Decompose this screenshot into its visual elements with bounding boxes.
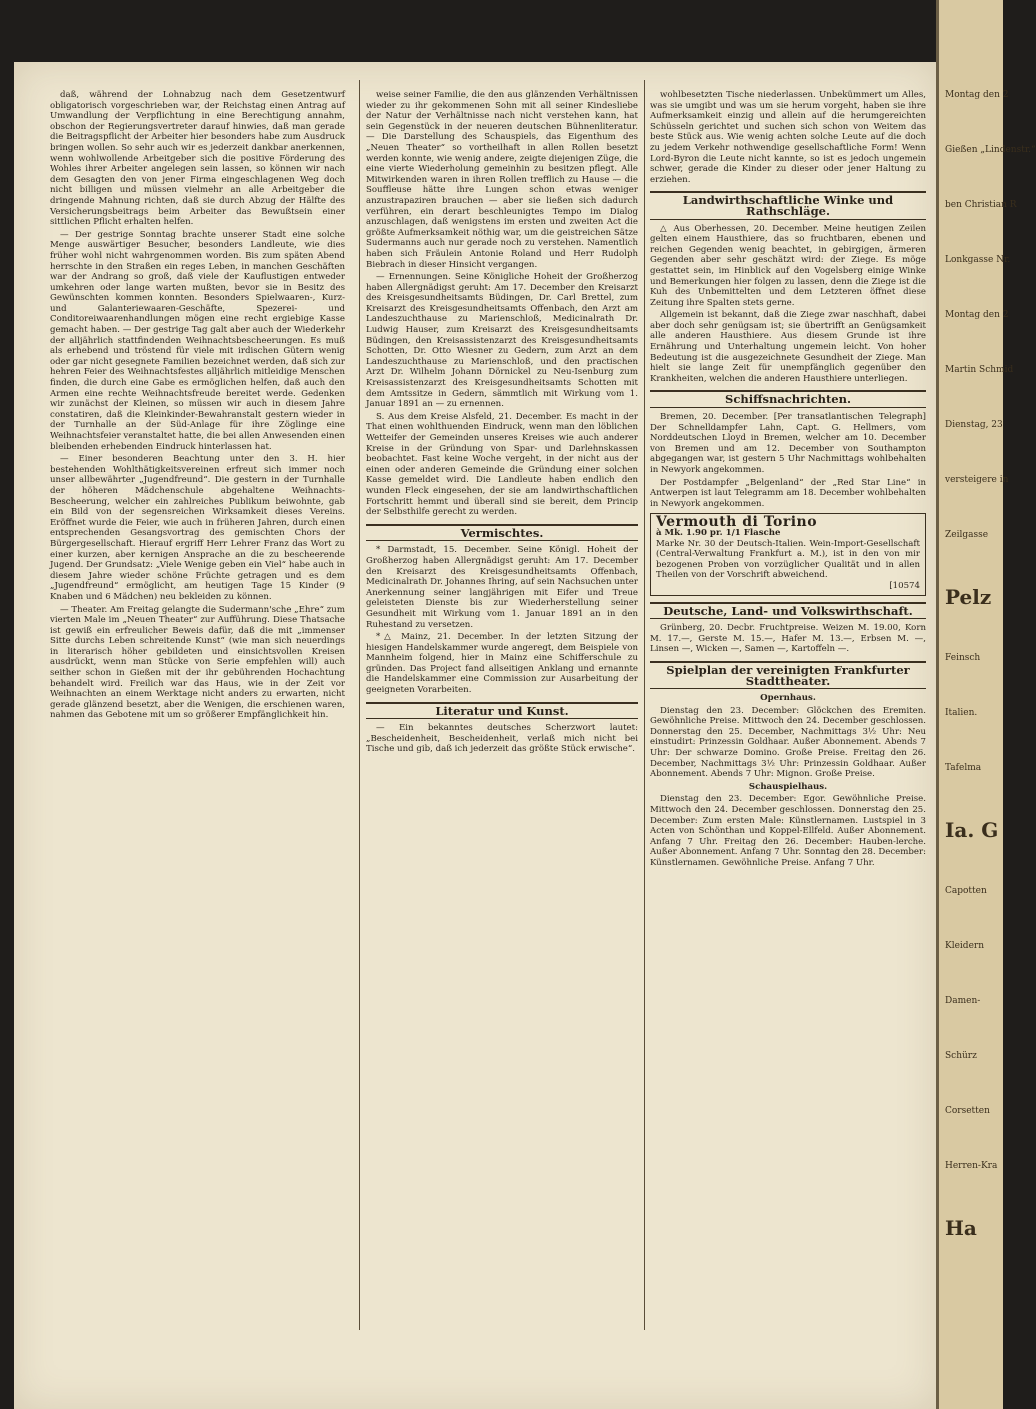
article-paragraph: Dienstag den 23. December: Egor. Gewöhnliche Preise. Mittwoch den 24. December geschlossen. Donnerstag den 25. December: Zum ersten Male: Künstlernamen. Lustspiel in 3 Acten von Schönthan und Koppel-Ellfeld. Außer Abonnement. Anfang 7 Uhr. Freitag den 26. December: Hauben-lerche. Außer Abonnement. Anfang 7 Uhr. Sonntag den 28. December: Künstlernamen. Gewöhnliche Preise. Anfang 7 Uhr. <box>650 794 926 868</box>
article-paragraph: — Der gestrige Sonntag brachte unserer Stadt eine solche Menge auswärtiger Besucher, besonders Landleute, wie dies früher wohl nicht wahrgenommen worden. Bis zum späten Abend herrschte in den Straßen ein reges Leben, in manchen Geschäften war der Andrang so groß, daß viele der Kauflustigen entweder umkehren oder lange warten mußten, bevor sie in Besitz des Gewünschten kommen konnten. Besonders Spielwaaren-, Kurz- und Galanteriewaaren-Geschäfte, Spezerei- und Conditoreiwaarenhandlungen mögen eine recht ergiebige Kasse gemacht haben. — Der gestrige Tag galt aber auch der Wiederkehr der alljährlich stattfindenden Weihnachtsbescheerungen. Es muß als erhebend und tröstend für viele mit irdischen Gütern wenig oder gar nicht gesegnete Familien bezeichnet werden, daß sich zur hehren Feier des Weihnachtsfestes alljährlich mitleidige Menschen finden, die durch eine Gabe es ermöglichen helfen, daß auch den Armen eine rechte Weihnachtsfreude bereitet werde. Gedenken wir zunächst der Kleinen, so müssen wir auch in diesem Jahre constatiren, daß die Kleinkinder-Bewahranstalt gestern wieder in der Turnhalle an der Süd-Anlage für ihre Zöglinge eine Weihnachtsfeier veranstaltet hatte, die bei allen Anwesenden einen bleibenden erhebenden Eindruck hinterlassen hat. <box>50 229 345 452</box>
article-paragraph: — Einer besonderen Beachtung unter den 3. H. hier bestehenden Wohlthätigkeitsvereinen erfreut sich immer noch unser allbewährter „Jugendfreund“. Die gestern in der Turnhalle der höheren Mädchenschule abgehaltene Weihnachts-Bescheerung, welcher ein zahlreiches Publikum beiwohnte, gab ein Bild von der segensreichen Wirksamkeit dieses Vereins. Eröffnet wurde die Feier, wie auch in früheren Jahren, durch einen entsprechenden Gesangsvortrag des gemischten Chors der Bürgergesellschaft. Hierauf ergriff Herr Lehrer Franz das Wort zu einer kurzen, aber kernigen Ansprache an die zu bescheerende Jugend. Der Grundsatz: „Viele Wenige geben ein Viel“ habe auch in diesem Jahre wieder schöne Früchte getragen und es dem „Jugendfreund“ ermöglicht, am heutigen Tage 15 Kinder (9 Knaben und 6 Mädchen) neu bekleiden zu können. <box>50 454 345 602</box>
edge-text-line: Ha <box>945 1216 977 1240</box>
edge-text-line: Herren-Kra <box>945 1161 998 1171</box>
edge-text-line: Martin Schmid <box>945 365 1014 375</box>
section-heading: Schiffsnachrichten. <box>650 390 926 408</box>
article-paragraph: wohlbesetzten Tische niederlassen. Unbekümmert um Alles, was sie umgibt und was um sie herum vorgeht, haben sie ihre Aufmerksamkeit einzig und allein auf die herumgereichten Schüsseln gerichtet und suchen sich schon von Weitem das beste Stück aus. Wie wenig achten solche Leute auf die doch zu jedem Verkehr nothwendige gesellschaftliche Form! Wenn Lord-Byron die Leute nicht kannte, so ist es jedoch ungemein schwer, gerade die Kinder zu dieser oder jener Haltung zu erziehen. <box>650 90 926 185</box>
ad-title: Vermouth di Torino <box>656 514 818 531</box>
middle-column <box>366 90 638 1400</box>
article-paragraph: — Ein bekanntes deutsches Scherzwort lautet: „Bescheidenheit, Bescheidenheit, verlaß mich nicht bei Tische und gib, daß ich jederzeit das größte Stück erwische“. <box>366 723 638 755</box>
article-paragraph: Grünberg, 20. Decbr. Fruchtpreise. Weizen M. 19.00, Korn M. 17.—, Gerste M. 15.—, Hafer M. 13.—, Erbsen M. —, Linsen —, Wicken —, Samen —, Kartoffeln —. <box>650 623 926 655</box>
article-paragraph: — Ernennungen. Seine Königliche Hoheit der Großherzog haben Allergnädigst geruht: Am 17. December den Kreisarzt des Kreisgesundheitsamts Büdingen, Dr. Carl Brettel, zum Kreisarzt des Kreisgesundheitsamts Offenbach, den Arzt am Landeszuchthause zu Marienschloß, Medicinalrath Dr. Ludwig Hauser, zum Kreisarzt des Kreisgesundheitsamts Büdingen, den Kreisassistenzarzt des Kreisgesundheitsamts Schotten, Dr. Otto Wiesner zu Gedern, zum Arzt an dem Landeszuchthause zu Marienschloß, und den practischen Arzt Dr. Wilhelm Johann Dörnickel zu Neu-Isenburg zum Kreisassistenzarzt des Kreisgesundheitsamts Schotten mit dem Amtssitze in Gedern, sämmtlich mit Wirkung vom 1. Januar 1891 an — zu ernennen. <box>366 272 638 410</box>
ad-text: Marke Nr. 30 der Deutsch-Italien. Wein-Import-Gesellschaft (Central-Verwaltung Frankfurt a. M.), ist in den von mir bezogenen Proben von vorzüglicher Qualität und in allen Theilen von der Vorschrift abweichend. <box>656 538 920 581</box>
edge-text-line: Schürz <box>945 1051 977 1061</box>
section-heading: Literatur und Kunst. <box>366 702 638 720</box>
article-paragraph: Der Postdampfer „Belgenland“ der „Red Star Line“ in Antwerpen ist laut Telegramm am 18. December wohlbehalten in Newyork angekommen. <box>650 477 926 509</box>
edge-text-line: Montag den 2 <box>945 90 1009 100</box>
article-paragraph: Allgemein ist bekannt, daß die Ziege zwar naschhaft, dabei aber doch sehr genügsam ist; sie übertrifft an Genügsamkeit alle anderen Hausthiere. Aus diesem Grunde ist ihre Ernährung und Unterhaltung ungemein leicht. Von hoher Bedeutung ist die ausgezeichnete Gesundheit der Ziege. Man hielt sie lange Zeit für unempfänglich gegenüber den Krankheiten, welchen die anderen Hausthiere unterliegen. <box>650 310 926 384</box>
edge-text-line: Damen- <box>945 996 981 1006</box>
edge-text-line: Lonkgasse Nr. <box>945 255 1011 265</box>
section-heading: Spielplan der vereinigten Frankfurter Stadttheater. <box>650 661 926 689</box>
edge-text-line: Dienstag, 23 <box>945 420 1003 430</box>
edge-text-line: Kleidern <box>945 941 984 951</box>
article-paragraph: *△ Mainz, 21. December. In der letzten Sitzung der hiesigen Handelskammer wurde angeregt, dem Beispiele von Mannheim folgend, hier in Mainz eine Schifferschule zu gründen. Das Project fand allseitigen Anklang und ernannte die Handelskammer eine Commission zur Ausarbeitung der geeigneten Vorarbeiten. <box>366 632 638 696</box>
edge-text-line: Tafelma <box>945 763 982 773</box>
ad-price: à Mk. 1.90 pr. 1/1 Flasche <box>656 527 781 538</box>
edge-text-line: Ia. G <box>945 818 999 842</box>
adjacent-page-edge <box>936 0 1036 1409</box>
subheading: Schauspielhaus. <box>748 781 828 792</box>
left-column <box>50 90 345 1400</box>
column-rule <box>359 80 360 1330</box>
article-paragraph: — Theater. Am Freitag gelangte die Sudermann'sche „Ehre“ zum vierten Male im „Neuen Theater“ zur Aufführung. Diese Thatsache ist gewiß ein erfreulicher Beweis dafür, daß die mit „immenser Sitte durchs Leben schreitende Kunst“ (wie man sich neuerdings in literarisch höher gebildeten und einsichtsvollen Kreisen ausdrückt, wenn man Stücke von Serie empfehlen will) auch seither schon in Gießen mit der ihr gebührenden Hochachtung behandelt wird. Freilich war das Haus, wie in der Zeit vor Weihnachten an einem Werktage nicht anders zu erwarten, nicht gerade glänzend besetzt, aber die Wenigen, die erschienen waren, nahmen das Gebotene mit um so größerer Empfänglichkeit hin. <box>50 604 345 721</box>
article-paragraph: △ Aus Oberhessen, 20. December. Meine heutigen Zeilen gelten einem Hausthiere, das so fruchtbaren, ebenen und reichen Gegenden wenig beachtet, in gebirgigen, ärmeren Gegenden aber sehr geschätzt wird: der Ziege. Es möge gestattet sein, im Hinblick auf den Vogelsberg einige Winke und Bemerkungen hier folgen zu lassen, denn die Ziege ist die Kuh des Unbemittelten und dem Letzteren öffnet diese Zeitung ihre Spalten stets gerne. <box>650 223 926 308</box>
subheading: Opernhaus. <box>760 693 816 704</box>
article-paragraph: * Darmstadt, 15. December. Seine Königl. Hoheit der Großherzog haben Allergnädigst geruht: Am 17. December den Kreisarzt des Kreisgesundheitsamts Offenbach, Medicinalrath Dr. Johannes Ihring, auf sein Nachsuchen unter Anerkennung seiner langjährigen mit Eifer und Treue geleisteten Dienste bis zur Wiederherstellung seiner Gesundheit mit Wirkung vom 1. Januar 1891 an in den Ruhestand zu versetzen. <box>366 545 638 630</box>
vermouth-advertisement <box>650 513 926 595</box>
section-heading: Deutsche, Land- und Volkswirthschaft. <box>650 602 926 620</box>
article-paragraph: weise seiner Familie, die den aus glänzenden Verhältnissen wieder zu ihr gekommenen Sohn mit all seiner Kindesliebe der Natur der Verhältnisse nach nicht verstehen kann, hat sein Gegenstück in der neueren deutschen Bühnenliteratur. — Die Darstellung des Schauspiels, das Eigenthum des „Neuen Theater“ so vortheilhaft in allen Rollen besetzt werden konnte, wie wenig andere, zeigte diejenigen Züge, die eine vierte Wiederholung gemeinhin zu besitzen pflegt. Alle Mitwirkenden waren in ihren Rollen trefflich zu Hause — die Souffleuse hätte ihre Lungen schon etwas weniger anzustrapaziren brauchen — aber sie ließen sich dadurch verführen, ein derart beschleunigtes Tempo im Dialog anzuschlagen, daß wenigstens im ersten und zweiten Act die größte Aufmerksamkeit nöthig war, um die geistreichen Sätze Sudermanns auch nur gerade noch zu verstehen. Namentlich haben sich Fräulein Antonie Roland und Herr Rudolph Biebrach in dieser Hinsicht vergangen. <box>366 90 638 270</box>
edge-text-line: Montag den 2 <box>945 310 1009 320</box>
article-paragraph: Dienstag den 23. December: Glöckchen des Eremiten. Gewöhnliche Preise. Mittwoch den 24. December geschlossen. Donnerstag den 25. December, Nachmittags 3½ Uhr: Neu einstudirt: Prinzessin Goldhaar. Außer Abonnement. Abends 7 Uhr: Der schwarze Domino. Große Preise. Freitag den 26. December, Nachmittags 3½ Uhr: Prinzessin Goldhaar. Außer Abonnement. Abends 7 Uhr: Mignon. Große Preise. <box>650 705 926 780</box>
edge-text-line: Feinsch <box>945 653 981 663</box>
column-rule <box>644 80 645 1330</box>
article-paragraph: S. Aus dem Kreise Alsfeld, 21. December. Es macht in der That einen wohlthuenden Eindruck, wenn man den löblichen Wetteifer der Gemeinden unseres Kreises wie auch anderer Kreise in der Gründung von Spar- und Darlehnskassen beobachtet. Fast keine Woche vergeht, in der nicht aus der einen oder anderen Gemeinde die Gründung einer solchen Kasse gemeldet wird. Die Landleute haben endlich den wunden Fleck eingesehen, der sie am landwirthschaftlichen Fortschritt hemmt und überall sind sie bereit, dem Princip der Selbsthilfe gerecht zu werden. <box>366 411 638 518</box>
edge-text-line: versteigere in <box>945 475 1009 485</box>
edge-text-line: Italien. <box>945 708 978 718</box>
article-paragraph: daß, während der Lohnabzug nach dem Gesetzentwurf obligatorisch vorgeschrieben war, der Reichstag einen Antrag auf Umwandlung der Verpflichtung in eine Berechtigung annahm, obschon der Regierungsvertreter darauf hinwies, daß man gerade die Beitragspflicht der Arbeiter hier besonders habe zum Ausdruck bringen wollen. So sehr auch wir es jederzeit dankbar anerkennen, wenn wohlwollende Arbeitgeber sich die positive Förderung des Wohles ihrer Arbeiter angelegen sein lassen, so können wir nach dem Gesagten den von jener Firma eingeschlagenen Weg doch nicht billigen und müssen vielmehr an alle Arbeitgeber die dringende Mahnung richten, daß sie durch Abzug der Hälfte des Versicherungsbeitrags beim Arbeiter das Bewußtsein einer sittlichen Pflicht erhalten helfen. <box>50 90 345 228</box>
edge-text-line: Corsetten <box>945 1106 990 1116</box>
section-heading: Vermischtes. <box>366 524 638 542</box>
edge-text-line: ben Christian R <box>945 200 1017 210</box>
ad-number: [10574 <box>889 580 920 591</box>
edge-text-line: Capotten <box>945 886 987 896</box>
section-heading: Landwirthschaftliche Winke und Rathschläge. <box>650 191 926 219</box>
edge-text-line: Zeilgasse <box>945 530 989 540</box>
right-column <box>650 90 926 1400</box>
edge-text-line: Gießen „Lindenstr.“ <box>945 145 1036 155</box>
article-paragraph: Bremen, 20. December. [Per transatlantischen Telegraph] Der Schnelldampfer Lahn, Capt. G. Hellmers, vom Norddeutschen Lloyd in Bremen, welcher am 10. December von Bremen und am 12. December von Southampton abgegangen war, ist gestern 5 Uhr Nachmittags wohlbehalten in Newyork angekommen. <box>650 412 926 475</box>
edge-text-line: Pelz <box>945 585 992 609</box>
